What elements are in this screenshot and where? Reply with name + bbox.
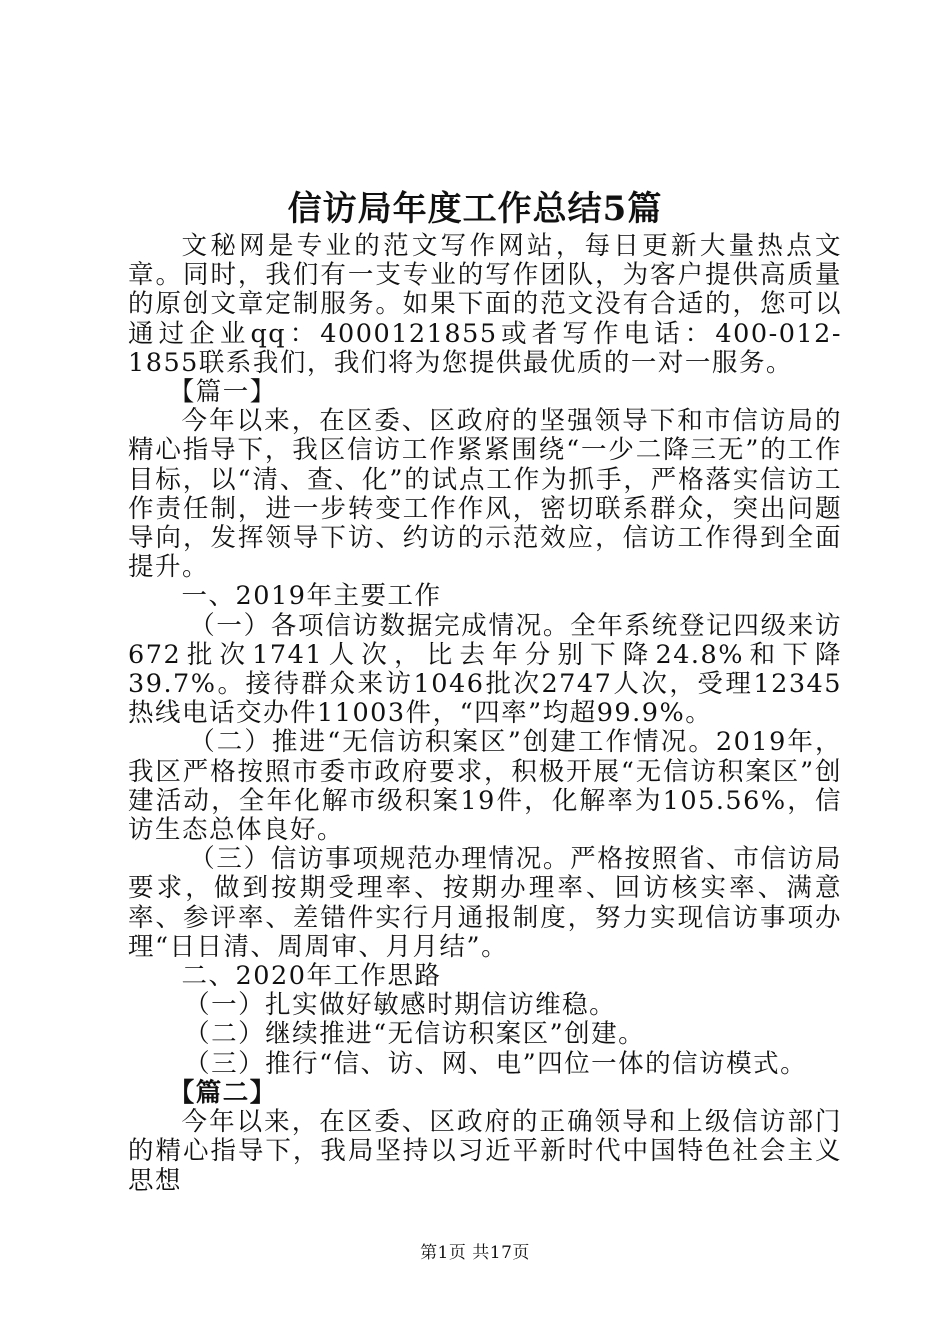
list-item: （二）继续推进“无信访积案区”创建。 xyxy=(184,1019,646,1050)
body-paragraph: 今年以来，在区委、区政府的坚强领导下和市信访局的精心指导下，我区信访工作紧紧围绕“一少二降三无”的工作目标，以“清、查、化”的试点工作为抓手，严格落实信访工作责任制，进一步转变工作作风，密切联系群众，突出问题导向，发挥领导下访、约访的示范效应，信访工作得到全面提升。 xyxy=(128,406,842,583)
section-heading-part-one: 【篇一】 xyxy=(168,377,277,408)
list-item: （一）扎实做好敏感时期信访维稳。 xyxy=(184,990,617,1021)
page-number-footer: 第1页 共17页 xyxy=(420,1243,530,1263)
body-paragraph: 今年以来，在区委、区政府的正确领导和上级信访部门的精心指导下，我局坚持以习近平新时代中国特色社会主义思想 xyxy=(128,1107,842,1196)
section-heading-part-two: 【篇二】 xyxy=(168,1077,277,1108)
subsection-heading: 一、2019年主要工作 xyxy=(181,581,442,612)
intro-paragraph: 文秘网是专业的范文写作网站，每日更新大量热点文章。同时，我们有一支专业的写作团队，为客户提供高质量的原创文章定制服务。如果下面的范文没有合适的，您可以通过企业qq：4000121855或者写作电话：400-012-1855联系我们，我们将为您提供最优质的一对一服务。 xyxy=(128,231,842,378)
list-item: （三）推行“信、访、网、电”四位一体的信访模式。 xyxy=(184,1048,808,1079)
subsection-heading: 二、2020年工作思路 xyxy=(181,961,442,992)
body-paragraph: （三）信访事项规范办理情况。严格按照省、市信访局要求，做到按期受理率、按期办理率、回访核实率、满意率、参评率、差错件实行月通报制度，努力实现信访事项办理“日日清、周周审、月月结”。 xyxy=(128,844,842,962)
document-title: 信访局年度工作总结5篇 xyxy=(287,189,663,229)
body-paragraph: （一）各项信访数据完成情况。全年系统登记四级来访672批次1741人次，比去年分别下降24.8%和下降39.7%。接待群众来访1046批次2747人次，受理12345热线电话交办件11003件，“四率”均超99.9%。 xyxy=(128,610,842,729)
document-body xyxy=(128,232,842,1196)
body-paragraph: （二）推进“无信访积案区”创建工作情况。2019年，我区严格按照市委市政府要求，积极开展“无信访积案区”创建活动，全年化解市级积案19件，化解率为105.56%，信访生态总体良好。 xyxy=(128,727,842,846)
